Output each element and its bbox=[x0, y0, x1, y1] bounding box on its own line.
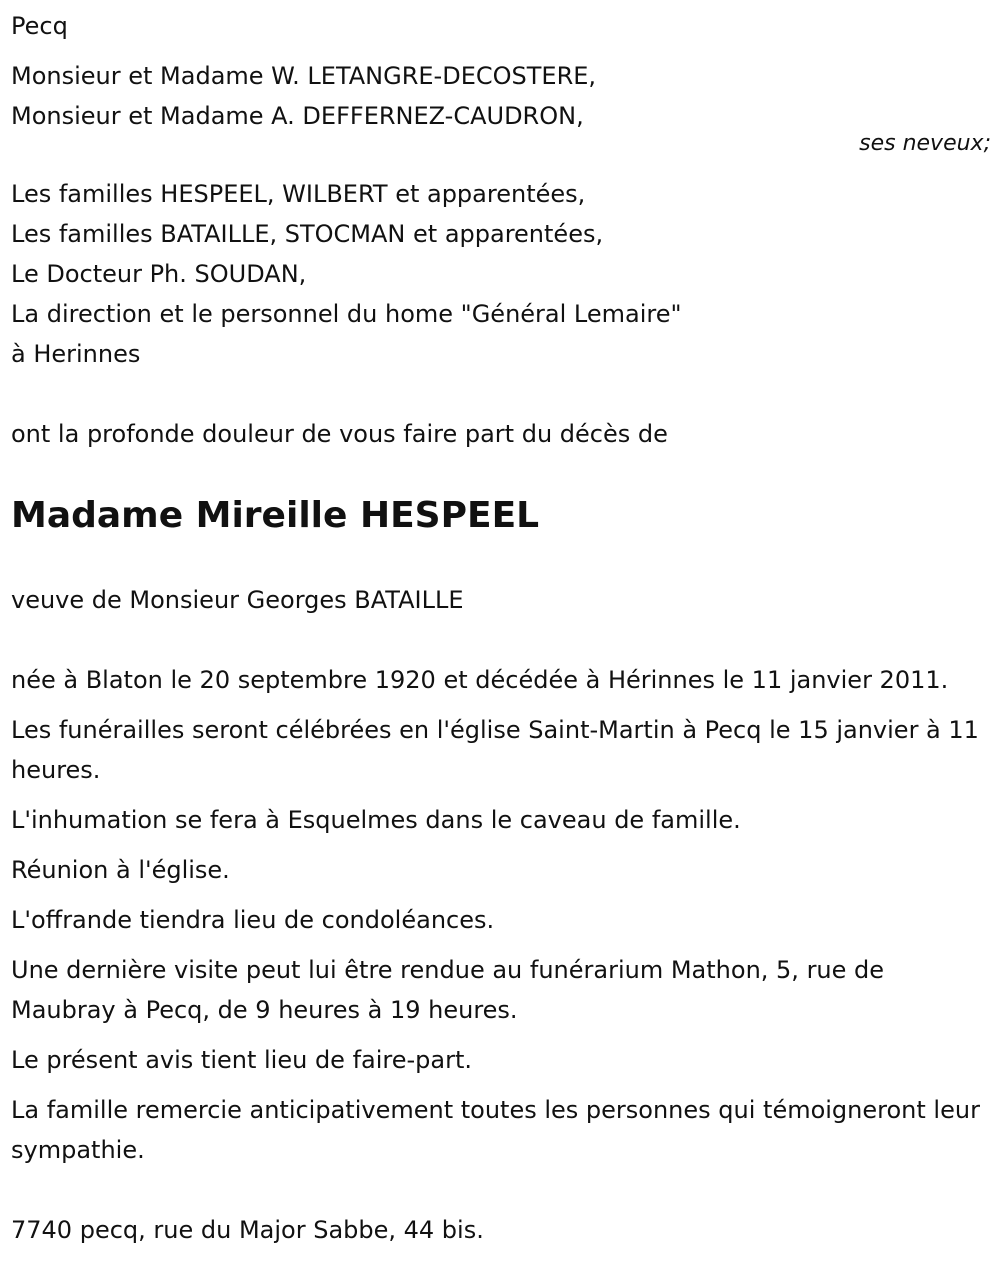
notice-paragraph: Le présent avis tient lieu de faire-part. bbox=[11, 1046, 473, 1074]
family-line: Les familles HESPEEL, WILBERT et apparentées, bbox=[11, 180, 586, 208]
details-block bbox=[11, 660, 991, 1170]
offering-paragraph: L'offrande tiendra lieu de condoléances. bbox=[11, 906, 495, 934]
nephew-line: Monsieur et Madame W. LETANGRE-DECOSTERE, bbox=[11, 62, 597, 90]
town-heading: Pecq bbox=[11, 12, 68, 40]
nephew-line: Monsieur et Madame A. DEFFERNEZ-CAUDRON, bbox=[11, 102, 584, 130]
address-line: 7740 pecq, rue du Major Sabbe, 44 bis. bbox=[11, 1216, 484, 1244]
spouse-line: veuve de Monsieur Georges BATAILLE bbox=[11, 586, 464, 614]
funeral-paragraph: Les funérailles seront célébrées en l'église Saint-Martin à Pecq le 15 janvier à 11 heures. bbox=[11, 716, 979, 784]
nephews-block bbox=[11, 56, 991, 136]
birth-death-paragraph: née à Blaton le 20 septembre 1920 et décédée à Hérinnes le 11 janvier 2011. bbox=[11, 666, 949, 694]
family-line: Les familles BATAILLE, STOCMAN et apparentées, bbox=[11, 220, 604, 248]
deceased-name: Madame Mireille HESPEEL bbox=[11, 495, 540, 536]
meeting-paragraph: Réunion à l'église. bbox=[11, 856, 230, 884]
families-block bbox=[11, 174, 991, 374]
visit-paragraph: Une dernière visite peut lui être rendue au funérarium Mathon, 5, rue de Maubray à Pecq, de 9 heures à 19 heures. bbox=[11, 956, 885, 1024]
family-line: à Herinnes bbox=[11, 340, 141, 368]
burial-paragraph: L'inhumation se fera à Esquelmes dans le caveau de famille. bbox=[11, 806, 741, 834]
announcement-intro: ont la profonde douleur de vous faire part du décès de bbox=[11, 420, 668, 448]
nephews-role-label: ses neveux; bbox=[859, 131, 991, 156]
family-line: Le Docteur Ph. SOUDAN, bbox=[11, 260, 307, 288]
thanks-paragraph: La famille remercie anticipativement toutes les personnes qui témoigneront leur sympathie. bbox=[11, 1096, 980, 1164]
obituary-notice bbox=[11, 6, 991, 1250]
family-line: La direction et le personnel du home "Général Lemaire" bbox=[11, 300, 682, 328]
